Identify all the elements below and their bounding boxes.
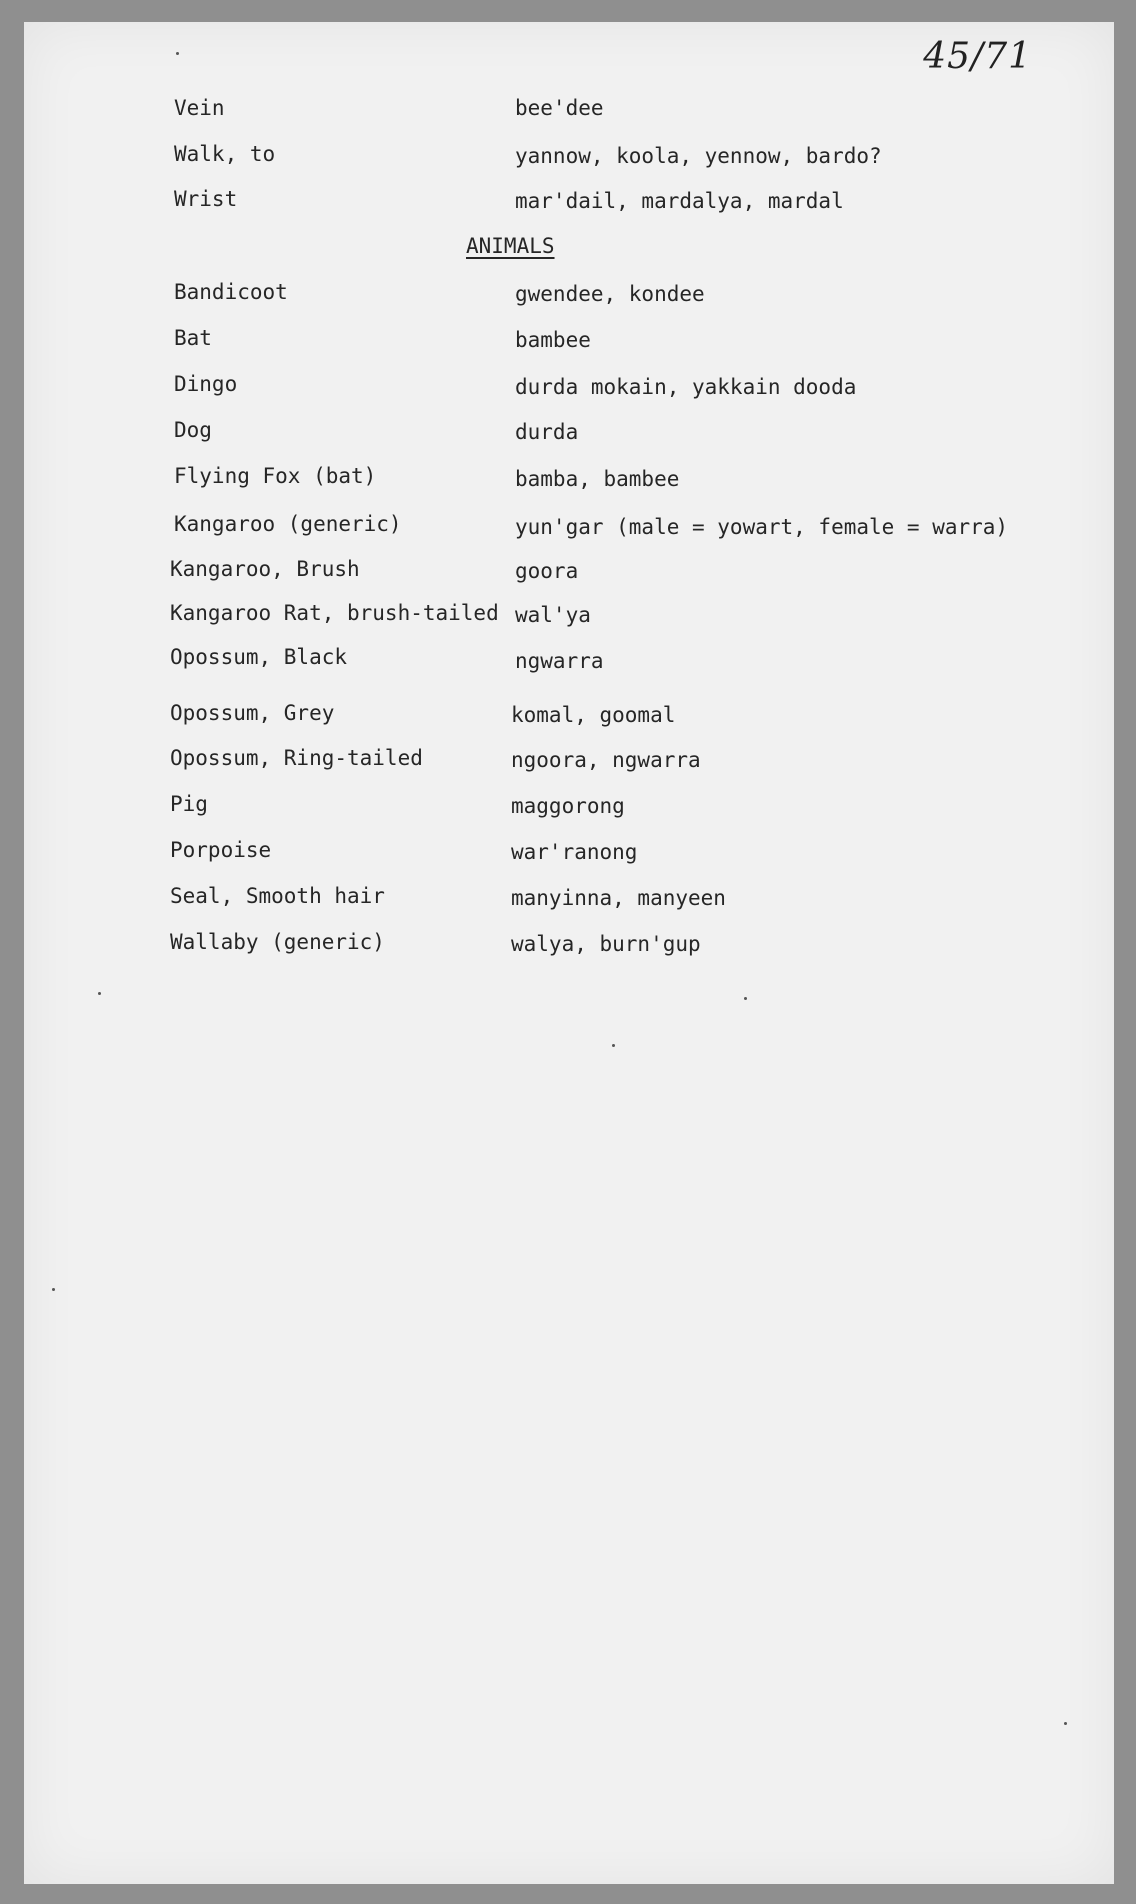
- entry-gloss: wal'ya: [515, 603, 591, 627]
- document-page: [24, 22, 1114, 1884]
- scan-speck: [1064, 1722, 1067, 1725]
- entry-gloss: war'ranong: [511, 840, 638, 864]
- entry-term: Bandicoot: [174, 280, 288, 304]
- scan-speck: [176, 52, 179, 55]
- entry-term: Kangaroo (generic): [174, 512, 402, 536]
- scan-speck: [98, 992, 101, 995]
- entry-gloss: bamba, bambee: [515, 467, 680, 491]
- entry-term: Kangaroo Rat, brush-tailed: [170, 601, 499, 625]
- scan-speck: [52, 1288, 55, 1291]
- entry-gloss: walya, burn'gup: [511, 932, 701, 956]
- section-heading: ANIMALS: [466, 234, 555, 258]
- entry-gloss: ngoora, ngwarra: [511, 748, 701, 772]
- entry-gloss: yannow, koola, yennow, bardo?: [515, 144, 882, 168]
- entry-term: Flying Fox (bat): [174, 464, 377, 488]
- entry-gloss: goora: [515, 559, 579, 583]
- entry-gloss: yun'gar (male = yowart, female = warra): [515, 515, 1009, 539]
- entry-term: Wrist: [174, 187, 238, 211]
- page-number: 45/71: [923, 36, 1032, 77]
- entry-term: Opossum, Grey: [170, 701, 335, 725]
- entry-gloss: bee'dee: [515, 96, 604, 120]
- entry-term: Opossum, Black: [170, 645, 348, 669]
- entry-gloss: gwendee, kondee: [515, 282, 705, 306]
- entry-term: Vein: [174, 96, 225, 120]
- entry-term: Kangaroo, Brush: [170, 557, 360, 581]
- scan-speck: [612, 1044, 615, 1047]
- entry-term: Dingo: [174, 372, 238, 396]
- entry-term: Pig: [170, 792, 208, 816]
- scan-speck: [744, 997, 747, 1000]
- entry-gloss: maggorong: [511, 794, 625, 818]
- entry-term: Bat: [174, 326, 212, 350]
- entry-gloss: durda: [515, 420, 579, 444]
- entry-term: Seal, Smooth hair: [170, 884, 385, 908]
- entry-term: Walk, to: [174, 142, 276, 166]
- entry-gloss: durda mokain, yakkain dooda: [515, 375, 857, 399]
- entry-term: Opossum, Ring-tailed: [170, 746, 423, 770]
- entry-term: Porpoise: [170, 838, 272, 862]
- entry-gloss: mar'dail, mardalya, mardal: [515, 189, 844, 213]
- entry-gloss: ngwarra: [515, 649, 604, 673]
- entry-gloss: bambee: [515, 328, 591, 352]
- entry-gloss: komal, goomal: [511, 703, 676, 727]
- entry-term: Wallaby (generic): [170, 930, 385, 954]
- entry-gloss: manyinna, manyeen: [511, 886, 726, 910]
- entry-term: Dog: [174, 418, 212, 442]
